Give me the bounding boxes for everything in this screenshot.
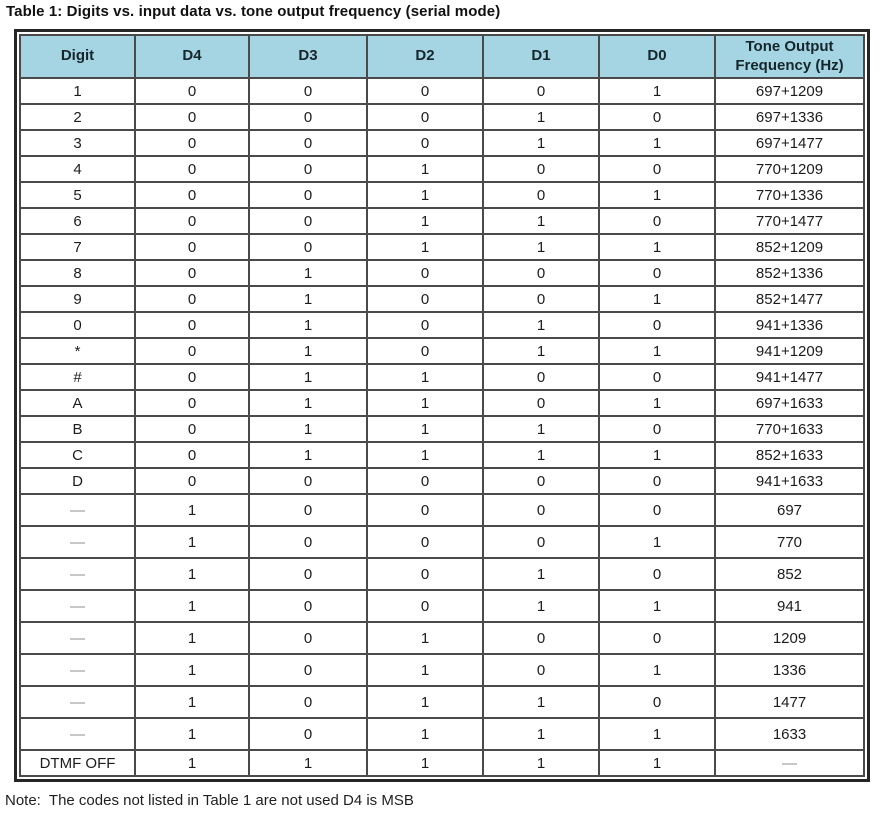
bit-d1-cell: 1 [483, 104, 599, 130]
table-note: Note: The codes not listed in Table 1 are not used D4 is MSB [5, 792, 414, 809]
digit-cell: 1 [20, 78, 135, 104]
bit-d3-cell: 0 [249, 156, 367, 182]
table-row [20, 338, 864, 364]
bit-d2-cell: 1 [367, 208, 483, 234]
bit-d4-cell: 0 [135, 468, 249, 494]
table-row [20, 182, 864, 208]
table-body [20, 78, 864, 776]
bit-d3-cell: 0 [249, 234, 367, 260]
bit-d1-cell: 1 [483, 718, 599, 750]
bit-d1-cell: 0 [483, 390, 599, 416]
bit-d2-cell: 0 [367, 338, 483, 364]
digit-cell: — [20, 686, 135, 718]
column-header-d4: D4 [135, 35, 249, 78]
bit-d2-cell: 1 [367, 364, 483, 390]
bit-d2-cell: 0 [367, 526, 483, 558]
bit-d2-cell: 1 [367, 182, 483, 208]
bit-d2-cell: 1 [367, 750, 483, 776]
digit-cell: 4 [20, 156, 135, 182]
column-header-frequency: Tone Output Frequency (Hz) [715, 35, 864, 78]
table-row [20, 104, 864, 130]
bit-d0-cell: 1 [599, 234, 715, 260]
bit-d4-cell: 1 [135, 654, 249, 686]
frequency-cell: 770+1336 [715, 182, 864, 208]
bit-d3-cell: 0 [249, 104, 367, 130]
bit-d3-cell: 1 [249, 338, 367, 364]
bit-d2-cell: 1 [367, 416, 483, 442]
table-row [20, 558, 864, 590]
bit-d2-cell: 1 [367, 442, 483, 468]
table-row [20, 686, 864, 718]
bit-d0-cell: 0 [599, 416, 715, 442]
frequency-cell: 941+1209 [715, 338, 864, 364]
bit-d0-cell: 0 [599, 364, 715, 390]
table-row [20, 654, 864, 686]
bit-d4-cell: 1 [135, 590, 249, 622]
bit-d3-cell: 1 [249, 286, 367, 312]
bit-d0-cell: 1 [599, 718, 715, 750]
digit-cell: — [20, 654, 135, 686]
digit-cell: 7 [20, 234, 135, 260]
frequency-cell: 1633 [715, 718, 864, 750]
digit-cell: B [20, 416, 135, 442]
bit-d0-cell: 1 [599, 526, 715, 558]
bit-d4-cell: 0 [135, 234, 249, 260]
table-row [20, 156, 864, 182]
bit-d1-cell: 1 [483, 590, 599, 622]
bit-d4-cell: 0 [135, 338, 249, 364]
bit-d0-cell: 0 [599, 686, 715, 718]
bit-d4-cell: 0 [135, 208, 249, 234]
column-header-d1: D1 [483, 35, 599, 78]
bit-d2-cell: 0 [367, 78, 483, 104]
bit-d3-cell: 1 [249, 416, 367, 442]
bit-d0-cell: 0 [599, 468, 715, 494]
bit-d4-cell: 0 [135, 182, 249, 208]
column-header-d3: D3 [249, 35, 367, 78]
bit-d2-cell: 1 [367, 686, 483, 718]
dtmf-code-table [19, 34, 865, 777]
digit-cell: D [20, 468, 135, 494]
bit-d3-cell: 0 [249, 468, 367, 494]
table-row [20, 364, 864, 390]
bit-d1-cell: 0 [483, 654, 599, 686]
bit-d2-cell: 0 [367, 286, 483, 312]
digit-cell: — [20, 622, 135, 654]
bit-d2-cell: 0 [367, 312, 483, 338]
bit-d0-cell: 1 [599, 182, 715, 208]
bit-d4-cell: 0 [135, 286, 249, 312]
bit-d0-cell: 0 [599, 260, 715, 286]
frequency-cell: 1209 [715, 622, 864, 654]
bit-d1-cell: 0 [483, 286, 599, 312]
bit-d2-cell: 0 [367, 104, 483, 130]
frequency-cell: 770 [715, 526, 864, 558]
bit-d3-cell: 1 [249, 390, 367, 416]
frequency-cell: 697+1209 [715, 78, 864, 104]
bit-d2-cell: 0 [367, 558, 483, 590]
bit-d3-cell: 0 [249, 686, 367, 718]
table-row [20, 130, 864, 156]
table-row [20, 260, 864, 286]
frequency-cell: 1336 [715, 654, 864, 686]
bit-d2-cell: 1 [367, 654, 483, 686]
bit-d1-cell: 0 [483, 526, 599, 558]
bit-d2-cell: 0 [367, 590, 483, 622]
bit-d0-cell: 0 [599, 312, 715, 338]
column-header-d2: D2 [367, 35, 483, 78]
bit-d4-cell: 0 [135, 416, 249, 442]
bit-d4-cell: 1 [135, 558, 249, 590]
bit-d1-cell: 1 [483, 442, 599, 468]
bit-d2-cell: 1 [367, 156, 483, 182]
bit-d2-cell: 0 [367, 494, 483, 526]
digit-cell: — [20, 718, 135, 750]
table-row [20, 750, 864, 776]
bit-d1-cell: 1 [483, 558, 599, 590]
dtmf-table-container [14, 29, 870, 782]
frequency-cell: 697 [715, 494, 864, 526]
bit-d2-cell: 0 [367, 260, 483, 286]
bit-d0-cell: 1 [599, 750, 715, 776]
bit-d1-cell: 1 [483, 750, 599, 776]
digit-cell: — [20, 526, 135, 558]
table-row [20, 390, 864, 416]
bit-d3-cell: 1 [249, 750, 367, 776]
digit-cell: # [20, 364, 135, 390]
bit-d2-cell: 1 [367, 234, 483, 260]
bit-d3-cell: 0 [249, 558, 367, 590]
table-row [20, 208, 864, 234]
bit-d3-cell: 0 [249, 78, 367, 104]
digit-cell: — [20, 558, 135, 590]
bit-d0-cell: 0 [599, 104, 715, 130]
bit-d4-cell: 0 [135, 442, 249, 468]
digit-cell: — [20, 590, 135, 622]
digit-cell: DTMF OFF [20, 750, 135, 776]
digit-cell: 8 [20, 260, 135, 286]
bit-d4-cell: 0 [135, 364, 249, 390]
bit-d2-cell: 1 [367, 390, 483, 416]
table-row [20, 590, 864, 622]
bit-d0-cell: 1 [599, 590, 715, 622]
digit-cell: 5 [20, 182, 135, 208]
frequency-cell: 852+1477 [715, 286, 864, 312]
bit-d4-cell: 1 [135, 718, 249, 750]
bit-d0-cell: 0 [599, 622, 715, 654]
bit-d3-cell: 0 [249, 182, 367, 208]
bit-d1-cell: 1 [483, 208, 599, 234]
table-row [20, 416, 864, 442]
table-row [20, 468, 864, 494]
bit-d0-cell: 1 [599, 78, 715, 104]
bit-d1-cell: 1 [483, 234, 599, 260]
frequency-cell: 1477 [715, 686, 864, 718]
bit-d3-cell: 0 [249, 494, 367, 526]
column-header-d0: D0 [599, 35, 715, 78]
frequency-cell: 852+1209 [715, 234, 864, 260]
table-row [20, 234, 864, 260]
frequency-cell: 770+1209 [715, 156, 864, 182]
digit-cell: 0 [20, 312, 135, 338]
bit-d3-cell: 1 [249, 442, 367, 468]
bit-d0-cell: 0 [599, 494, 715, 526]
bit-d3-cell: 0 [249, 718, 367, 750]
bit-d4-cell: 1 [135, 686, 249, 718]
bit-d0-cell: 1 [599, 338, 715, 364]
bit-d1-cell: 0 [483, 156, 599, 182]
bit-d1-cell: 0 [483, 622, 599, 654]
bit-d4-cell: 0 [135, 78, 249, 104]
frequency-cell: 697+1477 [715, 130, 864, 156]
table-header [20, 35, 864, 78]
frequency-cell: 697+1336 [715, 104, 864, 130]
bit-d4-cell: 0 [135, 130, 249, 156]
bit-d2-cell: 0 [367, 130, 483, 156]
column-header-digit: Digit [20, 35, 135, 78]
digit-cell: 9 [20, 286, 135, 312]
table-row [20, 442, 864, 468]
frequency-cell: 852 [715, 558, 864, 590]
digit-cell: 2 [20, 104, 135, 130]
header-row [20, 35, 864, 78]
frequency-cell: 770+1477 [715, 208, 864, 234]
bit-d0-cell: 1 [599, 442, 715, 468]
bit-d2-cell: 1 [367, 622, 483, 654]
bit-d1-cell: 0 [483, 260, 599, 286]
bit-d1-cell: 1 [483, 686, 599, 718]
table-row [20, 286, 864, 312]
table-row [20, 622, 864, 654]
bit-d1-cell: 0 [483, 494, 599, 526]
bit-d4-cell: 0 [135, 104, 249, 130]
bit-d2-cell: 0 [367, 468, 483, 494]
frequency-cell: 941+1477 [715, 364, 864, 390]
digit-cell: 6 [20, 208, 135, 234]
frequency-cell: 852+1633 [715, 442, 864, 468]
bit-d3-cell: 0 [249, 208, 367, 234]
table-row [20, 78, 864, 104]
frequency-cell: — [715, 750, 864, 776]
bit-d0-cell: 1 [599, 390, 715, 416]
bit-d4-cell: 0 [135, 312, 249, 338]
bit-d3-cell: 1 [249, 312, 367, 338]
bit-d3-cell: 1 [249, 364, 367, 390]
frequency-cell: 697+1633 [715, 390, 864, 416]
bit-d1-cell: 1 [483, 130, 599, 156]
table-title: Table 1: Digits vs. input data vs. tone output frequency (serial mode) [6, 3, 501, 20]
digit-cell: 3 [20, 130, 135, 156]
digit-cell: * [20, 338, 135, 364]
frequency-cell: 770+1633 [715, 416, 864, 442]
bit-d0-cell: 1 [599, 654, 715, 686]
table-row [20, 312, 864, 338]
bit-d0-cell: 1 [599, 286, 715, 312]
bit-d4-cell: 0 [135, 156, 249, 182]
bit-d1-cell: 0 [483, 78, 599, 104]
frequency-cell: 941 [715, 590, 864, 622]
bit-d4-cell: 1 [135, 494, 249, 526]
digit-cell: — [20, 494, 135, 526]
bit-d1-cell: 1 [483, 312, 599, 338]
bit-d4-cell: 1 [135, 526, 249, 558]
frequency-cell: 941+1336 [715, 312, 864, 338]
bit-d1-cell: 0 [483, 468, 599, 494]
bit-d0-cell: 0 [599, 208, 715, 234]
bit-d1-cell: 1 [483, 416, 599, 442]
bit-d0-cell: 0 [599, 156, 715, 182]
frequency-cell: 941+1633 [715, 468, 864, 494]
table-row [20, 526, 864, 558]
bit-d3-cell: 0 [249, 130, 367, 156]
bit-d4-cell: 1 [135, 622, 249, 654]
digit-cell: C [20, 442, 135, 468]
bit-d1-cell: 0 [483, 182, 599, 208]
bit-d3-cell: 0 [249, 622, 367, 654]
bit-d3-cell: 0 [249, 526, 367, 558]
bit-d1-cell: 0 [483, 364, 599, 390]
bit-d4-cell: 0 [135, 390, 249, 416]
bit-d3-cell: 0 [249, 654, 367, 686]
bit-d0-cell: 0 [599, 558, 715, 590]
table-row [20, 718, 864, 750]
bit-d1-cell: 1 [483, 338, 599, 364]
bit-d4-cell: 0 [135, 260, 249, 286]
bit-d2-cell: 1 [367, 718, 483, 750]
table-row [20, 494, 864, 526]
bit-d0-cell: 1 [599, 130, 715, 156]
bit-d3-cell: 0 [249, 590, 367, 622]
digit-cell: A [20, 390, 135, 416]
frequency-cell: 852+1336 [715, 260, 864, 286]
bit-d4-cell: 1 [135, 750, 249, 776]
bit-d3-cell: 1 [249, 260, 367, 286]
